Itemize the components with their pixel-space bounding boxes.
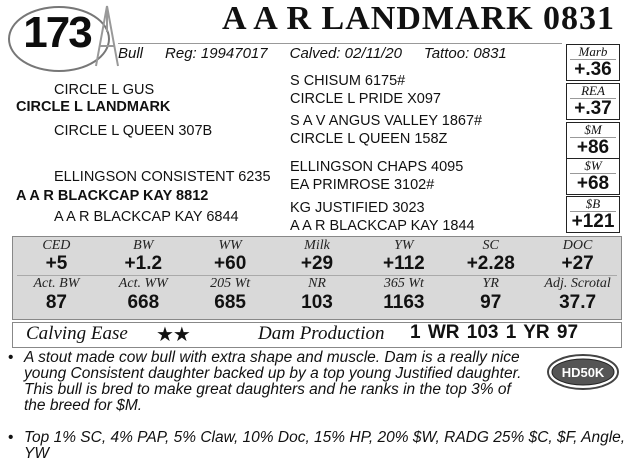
epd-value-sc: +2.28 xyxy=(466,253,515,274)
epd-value-doc: +27 xyxy=(561,253,594,274)
actual-value-yr: 97 xyxy=(480,292,502,313)
pedigree-dam-dam: A A R BLACKCAP KAY 6844 xyxy=(54,209,239,225)
actual-value-bw: 87 xyxy=(45,292,67,313)
pedigree-sire-dam: CIRCLE L QUEEN 307B xyxy=(54,123,213,139)
tattoo: Tattoo: 0831 xyxy=(423,45,507,62)
epd-labels-row xyxy=(13,239,621,253)
sex: Bull xyxy=(118,45,144,62)
hd50k-badge-text: HD50K xyxy=(561,365,605,380)
pedigree-dam-sire: ELLINGSON CONSISTENT 6235 xyxy=(54,169,271,185)
stat-box-beef-value xyxy=(566,196,620,233)
epd-label-bw: BW xyxy=(133,238,154,253)
epd-value-bw: +1.2 xyxy=(124,253,163,274)
note-text: A stout made cow bull with extra shape and muscle. Dam is a really nice young Consistent daughter backed up by a top young Justified daughter. This bull is bred to make great daughters and he ranks in the top 3% of the breed for $M. xyxy=(24,349,522,414)
actual-label-205wt: 205 Wt xyxy=(210,276,251,291)
epd-label-sc: SC xyxy=(482,238,499,253)
actual-value-nr: 103 xyxy=(301,292,333,313)
actual-label-yr: YR xyxy=(482,276,499,291)
note-item xyxy=(8,430,628,462)
stat-label: Marb xyxy=(570,45,616,60)
actual-value-ww: 668 xyxy=(127,292,160,313)
actual-label-bw: Act. BW xyxy=(33,276,80,291)
calving-ease-label: Calving Ease xyxy=(26,323,128,344)
calving-ease-stars: ★★ xyxy=(156,324,190,346)
lot-number: 173 xyxy=(23,8,91,57)
pedigree-dam-dam-dam: A A R BLACKCAP KAY 1844 xyxy=(290,218,475,234)
note-text: Top 1% SC, 4% PAP, 5% Claw, 10% Doc, 15% HP, 20% $W, RADG 25% $C, $F, Angle, YW xyxy=(24,429,626,462)
pedigree-sire-dam-dam: CIRCLE L QUEEN 158Z xyxy=(290,131,448,147)
epd-value-ced: +5 xyxy=(45,253,68,274)
stat-box-rea xyxy=(566,83,620,120)
bullet-icon: • xyxy=(8,349,14,366)
bullet-icon: • xyxy=(8,429,14,446)
pedigree-dam: A A R BLACKCAP KAY 8812 xyxy=(16,188,209,204)
hd50k-badge xyxy=(546,353,620,391)
actual-value-adj-scrotal: 37.7 xyxy=(559,292,597,313)
pedigree-dam-sire-dam: EA PRIMROSE 3102# xyxy=(290,177,435,193)
actual-label-ww: Act. WW xyxy=(118,276,168,291)
stat-value: +.37 xyxy=(574,98,612,119)
pedigree-sire-dam-sire: S A V ANGUS VALLEY 1867# xyxy=(290,113,483,129)
stat-label: REA xyxy=(570,84,616,99)
stat-value: +121 xyxy=(571,211,615,232)
dam-production-label: Dam Production xyxy=(258,323,385,344)
epd-value-milk: +29 xyxy=(300,253,334,274)
pedigree-sire-sire-dam: CIRCLE L PRIDE X097 xyxy=(290,91,441,107)
pedigree-dam-sire-sire: ELLINGSON CHAPS 4095 xyxy=(290,159,464,175)
title-divider xyxy=(118,43,562,44)
stat-box-marbling xyxy=(566,44,620,81)
actual-label-adj-scrotal: Adj. Scrotal xyxy=(544,276,611,291)
epd-label-ced: CED xyxy=(42,238,71,253)
actual-value-365wt: 1163 xyxy=(383,292,425,313)
stat-value: +86 xyxy=(576,137,610,158)
registration-number: Reg: 19947017 xyxy=(165,45,268,62)
stat-box-weaned-calf-value xyxy=(566,158,620,195)
note-item xyxy=(8,350,528,414)
epd-table xyxy=(12,236,622,320)
stat-value: +68 xyxy=(576,173,610,194)
actuals-values-row xyxy=(13,293,621,313)
actual-label-365wt: 365 Wt xyxy=(383,276,424,291)
pedigree-sire-sire: CIRCLE L GUS xyxy=(54,82,155,98)
calved-date: Calved: 02/11/20 xyxy=(289,45,402,62)
animal-info-row xyxy=(118,45,529,62)
epd-label-yw: YW xyxy=(394,238,414,253)
epd-label-milk: Milk xyxy=(304,238,330,253)
epd-label-ww: WW xyxy=(218,238,242,253)
dam-production-value: 1 WR 103 1 YR 97 xyxy=(410,322,579,343)
epd-value-ww: +60 xyxy=(214,253,247,274)
pedigree-sire: CIRCLE L LANDMARK xyxy=(16,99,171,115)
actuals-labels-row xyxy=(13,277,621,291)
stat-value: +.36 xyxy=(574,59,612,80)
actual-value-205wt: 685 xyxy=(214,292,246,313)
stat-label: $M xyxy=(570,123,616,138)
pedigree-sire-sire-sire: S CHISUM 6175# xyxy=(290,73,406,89)
epd-value-yw: +112 xyxy=(382,253,425,274)
stat-label: $W xyxy=(570,159,616,174)
stat-box-maternal-index xyxy=(566,122,620,159)
pedigree-dam-dam-sire: KG JUSTIFIED 3023 xyxy=(290,200,425,216)
stat-label: $B xyxy=(570,197,616,212)
epd-values-row xyxy=(13,254,621,274)
actual-label-nr: NR xyxy=(308,276,326,291)
epd-label-doc: DOC xyxy=(562,238,593,253)
animal-name: A A R LANDMARK 0831 xyxy=(222,0,616,37)
